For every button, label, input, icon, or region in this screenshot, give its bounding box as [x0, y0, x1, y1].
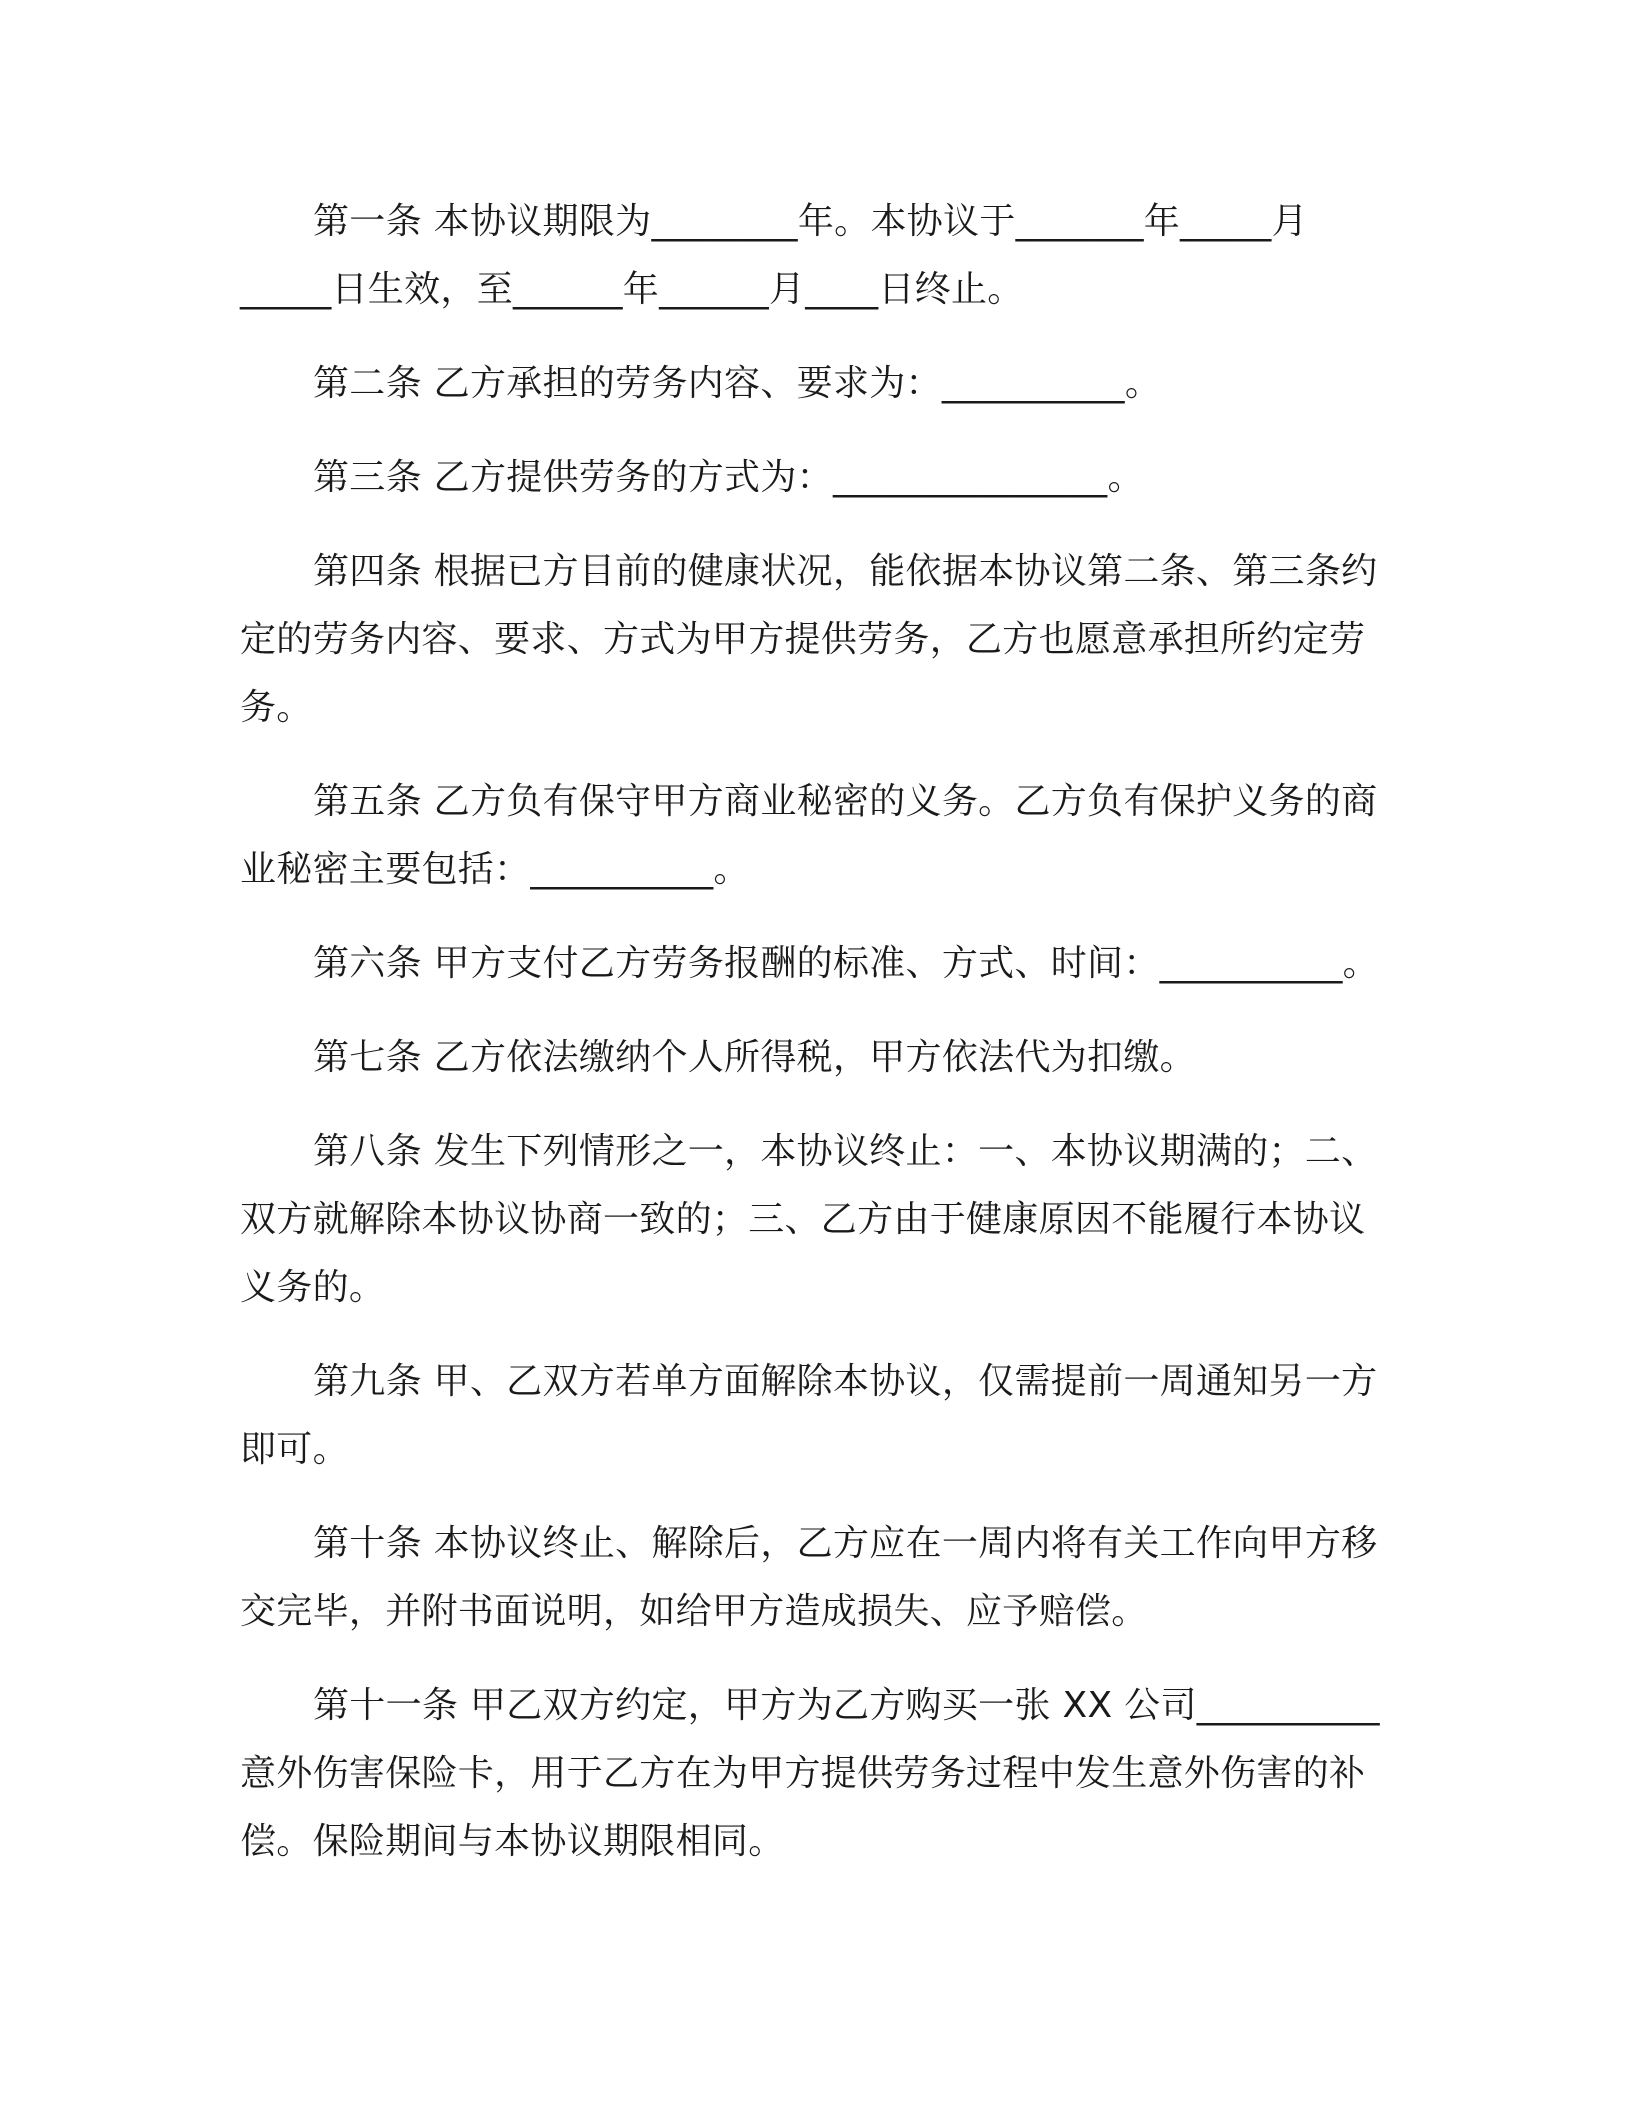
article-8: 第八条 发生下列情形之一，本协议终止：一、本协议期满的；二、双方就解除本协议协商一致的；三、乙方由于健康原因不能履行本协议义务的。	[240, 1131, 1378, 1308]
article-1: 第一条 本协议期限为________年。本协议于_______年_____月_____日生效，至______年______月____日终止。	[240, 201, 1308, 310]
article-6: 第六条 甲方支付乙方劳务报酬的标准、方式、时间：__________。	[313, 943, 1379, 984]
article-2: 第二条 乙方承担的劳务内容、要求为：__________。	[313, 363, 1162, 404]
document-body	[240, 188, 1380, 1876]
article-9: 第九条 甲、乙双方若单方面解除本协议，仅需提前一周通知另一方即可。	[240, 1361, 1378, 1470]
article-5: 第五条 乙方负有保守甲方商业秘密的义务。乙方负有保护义务的商业秘密主要包括：__________。	[240, 781, 1378, 890]
article-11: 第十一条 甲乙双方约定，甲方为乙方购买一张 XX 公司__________意外伤害保险卡，用于乙方在为甲方提供劳务过程中发生意外伤害的补偿。保险期间与本协议期限相同。	[240, 1685, 1380, 1862]
article-7: 第七条 乙方依法缴纳个人所得税，甲方依法代为扣缴。	[313, 1037, 1196, 1078]
article-3: 第三条 乙方提供劳务的方式为：_______________。	[313, 457, 1144, 498]
article-10: 第十条 本协议终止、解除后，乙方应在一周内将有关工作向甲方移交完毕，并附书面说明，如给甲方造成损失、应予赔偿。	[240, 1523, 1378, 1632]
article-4: 第四条 根据已方目前的健康状况，能依据本协议第二条、第三条约定的劳务内容、要求、方式为甲方提供劳务，乙方也愿意承担所约定劳务。	[240, 551, 1378, 728]
